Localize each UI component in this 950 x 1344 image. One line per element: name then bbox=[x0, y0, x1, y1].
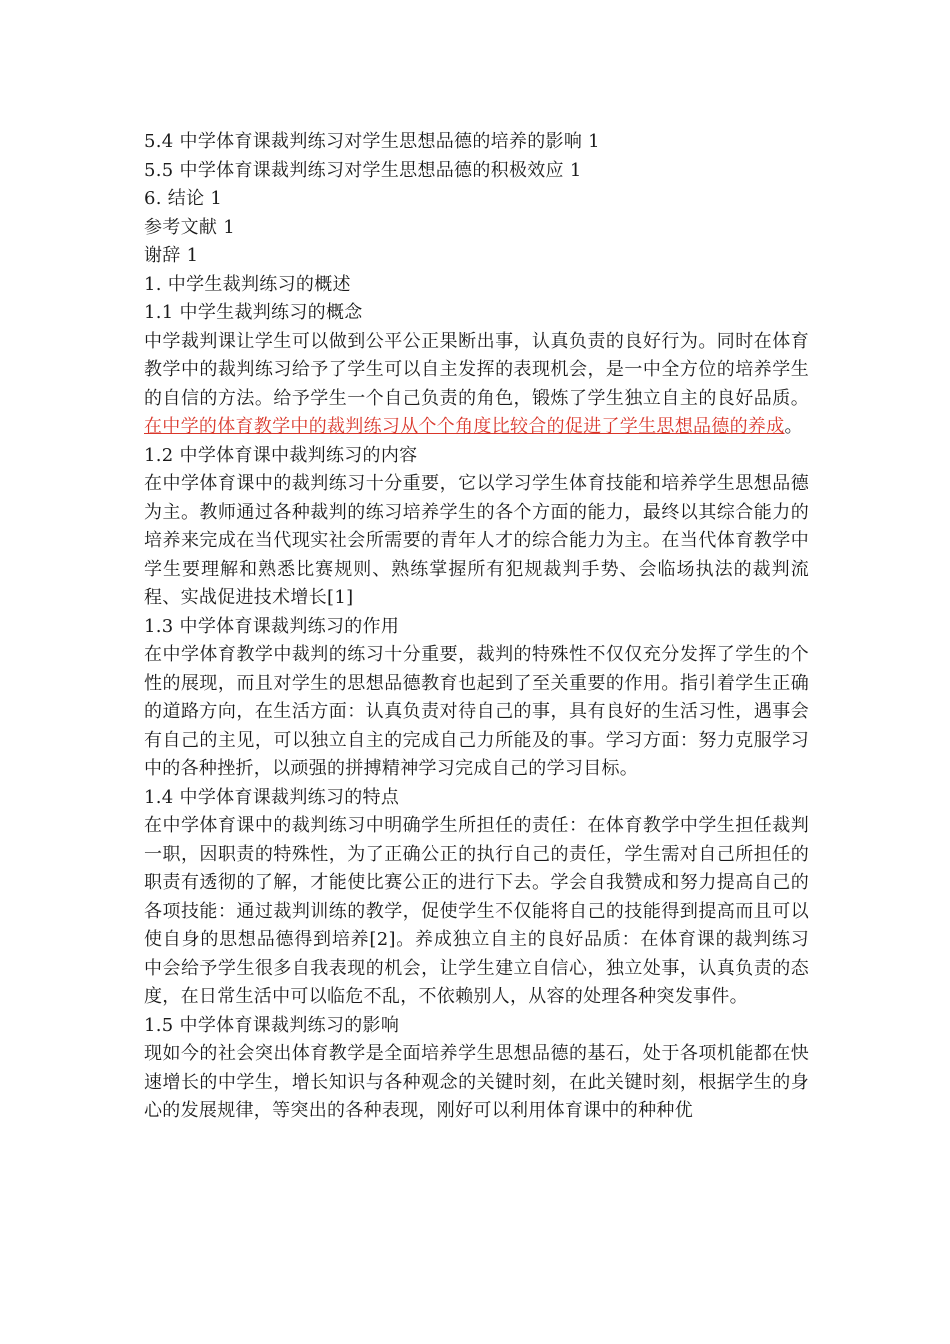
toc-entry[interactable]: 谢辞 1 bbox=[144, 245, 199, 266]
toc-entry[interactable]: 参考文献 1 bbox=[144, 216, 235, 238]
subsection-heading: 1.4 中学体育课裁判练习的特点 bbox=[144, 786, 400, 808]
toc-entry[interactable]: 5.5 中学体育课裁判练习对学生思想品德的积极效应 1 bbox=[144, 159, 582, 181]
subsection-heading: 1.3 中学体育课裁判练习的作用 bbox=[144, 615, 400, 637]
subsection-heading: 1.2 中学体育课中裁判练习的内容 bbox=[144, 444, 418, 466]
hyperlink[interactable]: 在中学的体育教学中的裁判练习从个个角度比较合的促进了学生思想品德的养成 bbox=[144, 416, 785, 437]
toc-entry[interactable]: 6. 结论 1 bbox=[144, 188, 223, 209]
paragraph: 现如今的社会突出体育教学是全面培养学生思想品德的基石，处于各项机能都在快速增长的中学生，增长知识与各种观念的关键时刻，在此关键时刻，根据学生的身心的发展规律，等突出的各种表现，刚好可以利用体育课中的种种优 bbox=[144, 1043, 809, 1121]
toc-entry[interactable]: 5.4 中学体育课裁判练习对学生思想品德的培养的影响 1 bbox=[144, 131, 600, 152]
paragraph: 在中学体育教学中裁判的练习十分重要，裁判的特殊性不仅仅充分发挥了学生的个性的展现，而且对学生的思想品德教育也起到了至关重要的作用。指引着学生正确的道路方向，在生活方面：认真负责对待自己的事，具有良好的生活习性，遇事会有自己的主见，可以独立自主的完成自己力所能及的事。学习方面：努力克服学习中的各种挫折，以顽强的拼搏精神学习完成自己的学习目标。 bbox=[144, 644, 809, 779]
paragraph-text: 中学裁判课让学生可以做到公平公正果断出事，认真负责的良好行为。同时在体育教学中的裁判练习给予了学生可以自主发挥的表现机会，是一中全方位的培养学生的自信的方法。给予学生一个自己负责的角色，锻炼了学生独立自主的良好品质。 bbox=[144, 330, 809, 409]
section-title: 1. 中学生裁判练习的概述 bbox=[144, 273, 351, 295]
paragraph: 在中学体育课中的裁判练习中明确学生所担任的责任：在体育教学中学生担任裁判一职，因职责的特殊性，为了正确公正的执行自己的责任，学生需对自己所担任的职责有透彻的了解，才能使比赛公正的进行下去。学会自我赞成和努力提高自己的各项技能：通过裁判训练的教学，促使学生不仅能将自己的技能得到提高而且可以使自身的思想品德得到培养[2]。养成独立自主的良好品质：在体育课的裁判练习中会给予学生很多自我表现的机会，让学生建立自信心，独立处事，认真负责的态度，在日常生活中可以临危不乱，不依赖别人，从容的处理各种突发事件。 bbox=[144, 815, 809, 1007]
document-page bbox=[144, 128, 809, 1126]
paragraph: 在中学体育课中的裁判练习十分重要，它以学习学生体育技能和培养学生思想品德为主。教师通过各种裁判的练习培养学生的各个方面的能力，最终以其综合能力的培养来完成在当代现实社会所需要的青年人才的综合能力为主。在当代体育教学中学生要理解和熟悉比赛规则、熟练掌握所有犯规裁判手势、会临场执法的裁判流程、实战促进技术增长[1] bbox=[144, 473, 809, 608]
subsection-heading: 1.5 中学体育课裁判练习的影响 bbox=[144, 1014, 400, 1036]
paragraph bbox=[144, 328, 809, 442]
paragraph-text: 。 bbox=[784, 416, 803, 437]
subsection-heading: 1.1 中学生裁判练习的概念 bbox=[144, 302, 363, 323]
